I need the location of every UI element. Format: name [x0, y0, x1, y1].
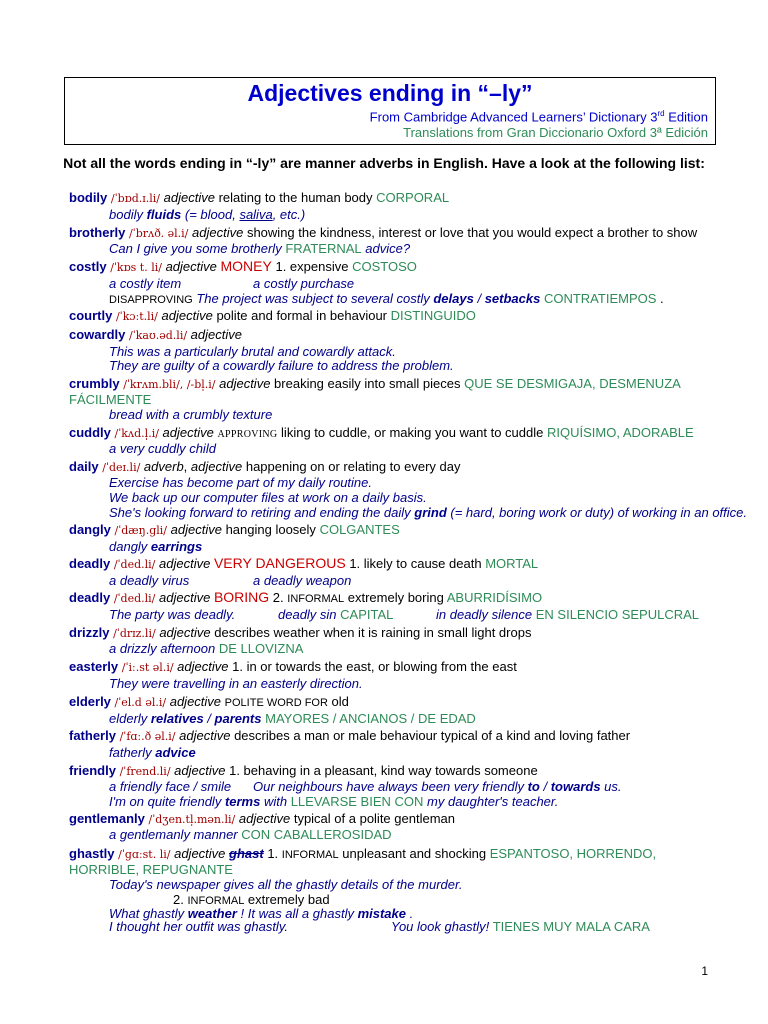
entry-brotherly — [69, 225, 697, 241]
headword: elderly — [69, 694, 111, 709]
example-text: a costly item — [109, 276, 182, 291]
example-line — [109, 919, 288, 934]
example-text: Can I give you some brotherly — [109, 241, 286, 256]
pronunciation: /ˈkrʌm.bli/, /-bl̩.i/ — [123, 378, 216, 391]
translation-continued — [69, 392, 151, 407]
example-text: deadly sin — [278, 607, 337, 622]
translation: TIENES MUY MALA CARA — [492, 919, 650, 934]
entry-costly — [69, 259, 417, 275]
entry-deadly-dangerous — [69, 556, 538, 572]
pronunciation: /ˈkʌd.l̩.i/ — [114, 427, 159, 440]
example-line — [109, 877, 462, 892]
example-line — [436, 607, 699, 622]
header-box — [64, 77, 716, 145]
example-text: They were travelling in an easterly direction. — [109, 676, 363, 691]
definition: describes weather when it is raining in small light drops — [214, 625, 532, 640]
headword: costly — [69, 259, 107, 274]
example-line — [109, 241, 410, 256]
entry-crumbly — [69, 376, 681, 392]
part-of-speech: adjective — [179, 728, 231, 743]
example-text: , etc.) — [272, 207, 306, 222]
example-keyword: to — [527, 779, 540, 794]
usage-label: APPROVING — [217, 429, 278, 440]
example-link: saliva — [239, 207, 273, 222]
part-of-speech: adjective — [159, 556, 211, 571]
definition: breaking easily into small pieces — [274, 376, 461, 391]
example-text: a friendly face / smile — [109, 779, 232, 794]
page-number: 1 — [701, 964, 708, 978]
pronunciation: /ˈded.li/ — [113, 592, 156, 605]
entry-bodily — [69, 190, 449, 206]
definition: describes a man or male behaviour typical of a kind and loving father — [234, 728, 631, 743]
guideword: MONEY — [220, 258, 272, 274]
sense-number: 2. — [272, 590, 284, 605]
example-text: This was a particularly brutal and cowardly attack. — [109, 344, 396, 359]
pronunciation: /ˈkɔːt.li/ — [115, 310, 158, 323]
translation: FÁCILMENTE — [69, 392, 152, 407]
translation: MORTAL — [485, 556, 539, 571]
source-text: From Cambridge Advanced Learners’ Dictionary 3 — [369, 109, 658, 125]
definition: 1. expensive — [275, 259, 349, 274]
example-line — [109, 711, 476, 726]
example-text: Today's newspaper gives all the ghastly details of the murder. — [109, 877, 463, 892]
usage-label: INFORMAL — [281, 849, 339, 861]
part-of-speech: adjective — [159, 590, 211, 605]
pronunciation: /ˈel.d əl.i/ — [114, 696, 167, 709]
example-text: advice? — [361, 241, 411, 256]
part-of-speech: adjective — [177, 659, 229, 674]
example-text: You look ghastly! — [391, 919, 490, 934]
example-text: a deadly weapon — [253, 573, 352, 588]
headword: cowardly — [69, 327, 126, 342]
pronunciation: /ˈiː.st əl.i/ — [121, 661, 174, 674]
pronunciation: /ˈgɑːst. li/ — [118, 848, 171, 861]
definition: 1. likely to cause death — [349, 556, 482, 571]
example-text: . — [406, 906, 414, 921]
usage-label: DISAPPROVING — [109, 294, 193, 306]
example-line — [109, 573, 189, 588]
translation: LLEVARSE BIEN CON — [290, 794, 424, 809]
headword: fatherly — [69, 728, 116, 743]
pronunciation: /ˈfɑː.ð əl.i/ — [119, 730, 176, 743]
headword: easterly — [69, 659, 119, 674]
example-text: dangly — [109, 539, 151, 554]
headword: deadly — [69, 590, 111, 605]
definition: liking to cuddle, or making you want to cuddle — [281, 425, 544, 440]
definition: extremely boring — [347, 590, 444, 605]
usage-label: INFORMAL — [287, 593, 345, 605]
pronunciation: /ˈbrʌð. əl.i/ — [128, 227, 189, 240]
headword: brotherly — [69, 225, 126, 240]
example-line — [253, 276, 354, 291]
example-text: (= blood, — [181, 207, 240, 222]
example-text: a drizzly afternoon — [109, 641, 216, 656]
example-keyword: towards — [550, 779, 601, 794]
example-line — [109, 490, 427, 505]
part-of-speech: adjective — [162, 425, 214, 440]
example-line — [109, 539, 202, 554]
example-text: They are guilty of a cowardly failure to address the problem. — [109, 358, 454, 373]
example-text: us. — [600, 779, 622, 794]
example-text: elderly — [109, 711, 151, 726]
translation: FRATERNAL — [285, 241, 362, 256]
example-keyword: grind — [414, 505, 447, 520]
translation: CON CABALLEROSIDAD — [241, 827, 392, 842]
part-of-speech: adjective — [238, 811, 291, 826]
headword: friendly — [69, 763, 116, 778]
definition: polite and formal in behaviour — [216, 308, 388, 323]
headword: bodily — [69, 190, 108, 205]
headword: crumbly — [69, 376, 120, 391]
part-of-speech: adjective — [192, 225, 244, 240]
translation-source-line: Translations from Gran Diccionario Oxford 3ª Edición — [403, 125, 708, 140]
entry-friendly — [69, 763, 538, 779]
punctuation: . — [656, 291, 664, 306]
entry-daily — [69, 459, 461, 475]
example-text: We back up our computer files at work on a daily basis. — [109, 490, 427, 505]
example-text: The party was deadly. — [109, 607, 236, 622]
example-line — [109, 441, 216, 456]
example-text: fatherly — [109, 745, 156, 760]
entry-cuddly — [69, 425, 694, 442]
translation: ESPANTOSO, HORRENDO, — [489, 846, 657, 861]
example-keyword: setbacks — [484, 291, 541, 306]
headword: courtly — [69, 308, 113, 323]
translation: CONTRATIEMPOS — [543, 291, 657, 306]
headword: drizzly — [69, 625, 110, 640]
pronunciation: /ˈdrɪz.li/ — [113, 627, 156, 640]
source-superscript: rd — [657, 109, 665, 118]
example-text: I'm on quite friendly — [109, 794, 225, 809]
example-keyword: mistake — [357, 906, 406, 921]
headword: ghastly — [69, 846, 115, 861]
translation: CAPITAL — [340, 607, 394, 622]
part-of-speech: adjective — [170, 522, 222, 537]
headword: daily — [69, 459, 99, 474]
example-text: ! It was all a ghastly — [236, 906, 358, 921]
sense-number: 1. — [267, 846, 279, 861]
example-keyword: terms — [224, 794, 261, 809]
part-of-speech: adjective — [190, 459, 243, 474]
translation: CORPORAL — [376, 190, 450, 205]
example-line — [109, 358, 454, 373]
example-text: Exercise has become part of my daily routine. — [109, 475, 373, 490]
translation: COLGANTES — [319, 522, 400, 537]
pronunciation: /ˈded.li/ — [113, 558, 156, 571]
source-line — [370, 109, 708, 124]
example-line — [109, 505, 747, 520]
entry-elderly — [69, 694, 349, 711]
definition: typical of a polite gentleman — [293, 811, 455, 826]
entry-ghastly — [69, 846, 656, 863]
pronunciation: /ˈbɒd.ɪ.li/ — [110, 192, 161, 205]
entry-dangly — [69, 522, 400, 538]
example-text: The project was subject to several costly — [192, 291, 434, 306]
example-line — [278, 607, 393, 622]
definition: 1. behaving in a pleasant, kind way towards someone — [229, 763, 538, 778]
example-line — [253, 779, 622, 794]
translation: DISTINGUIDO — [390, 308, 476, 323]
translation: RIQUÍSIMO, ADORABLE — [547, 425, 694, 440]
example-line — [109, 344, 396, 359]
example-line — [109, 207, 305, 222]
example-keyword: delays — [433, 291, 474, 306]
example-text: I thought her outfit was ghastly. — [109, 919, 288, 934]
part-of-speech: adjective — [165, 259, 217, 274]
translation: EN SILENCIO SEPULCRAL — [535, 607, 700, 622]
pronunciation: /ˈkaʊ.əd.li/ — [128, 329, 188, 342]
part-of-speech: adjective — [159, 625, 211, 640]
part-of-speech: adjective — [169, 694, 222, 709]
translation-continued — [69, 862, 233, 877]
sense-number: 2. — [173, 892, 184, 907]
usage-label: INFORMAL — [187, 895, 245, 907]
definition: happening on or relating to every day — [245, 459, 461, 474]
definition: extremely bad — [244, 892, 330, 907]
entry-cowardly — [69, 327, 242, 343]
part-of-speech: adjective — [174, 763, 226, 778]
example-line — [109, 794, 558, 809]
example-line — [109, 779, 231, 794]
example-keyword: relatives — [150, 711, 204, 726]
usage-label: POLITE WORD FOR — [224, 697, 328, 709]
headword: dangly — [69, 522, 111, 537]
guideword: VERY DANGEROUS — [213, 555, 346, 571]
example-keyword: weather — [187, 906, 237, 921]
example-line — [109, 276, 181, 291]
separator: , — [183, 459, 191, 474]
example-text: my daughter's teacher. — [423, 794, 559, 809]
pronunciation: /ˈfrend.li/ — [119, 765, 171, 778]
definition: relating to the human body — [218, 190, 373, 205]
example-line — [109, 475, 372, 490]
example-text: with — [260, 794, 291, 809]
example-text: / — [203, 711, 215, 726]
part-of-speech: adjective — [161, 308, 213, 323]
example-line — [109, 291, 664, 308]
example-line — [109, 827, 392, 842]
entry-drizzly — [69, 625, 531, 641]
pronunciation: /ˈkɒs t. li/ — [110, 261, 162, 274]
example-line — [253, 573, 351, 588]
definition: showing the kindness, interest or love that you would expect a brother to show — [246, 225, 698, 240]
example-keyword: parents — [214, 711, 262, 726]
example-text: bodily — [109, 207, 147, 222]
translation: QUE SE DESMIGAJA, DESMENUZA — [464, 376, 681, 391]
example-text: / — [473, 291, 485, 306]
example-text: She's looking forward to retiring and ending the daily — [109, 505, 415, 520]
example-line — [109, 607, 235, 622]
entry-fatherly — [69, 728, 630, 744]
headword: gentlemanly — [69, 811, 145, 826]
part-of-speech: adjective — [174, 846, 226, 861]
headword: cuddly — [69, 425, 111, 440]
struck-word: ghast — [229, 846, 264, 861]
example-text: in deadly silence — [436, 607, 533, 622]
pronunciation: /ˈdeɪ.li/ — [102, 461, 141, 474]
entry-gentlemanly — [69, 811, 455, 827]
guideword: BORING — [213, 589, 270, 605]
translation: COSTOSO — [352, 259, 417, 274]
page-title: Adjectives ending in “–ly” — [247, 80, 533, 106]
definition: old — [327, 694, 349, 709]
example-text: a very cuddly child — [109, 441, 216, 456]
translation: ABURRIDÍSIMO — [446, 590, 543, 605]
definition: 1. in or towards the east, or blowing from the east — [232, 659, 517, 674]
part-of-speech: adjective — [219, 376, 271, 391]
source-edition: Edition — [664, 109, 708, 125]
part-of-speech: adjective — [190, 327, 242, 342]
example-keyword: fluids — [146, 207, 182, 222]
example-text: What ghastly — [109, 906, 188, 921]
example-text: a gentlemanly manner — [109, 827, 238, 842]
example-keyword: advice — [155, 745, 196, 760]
example-text: / — [539, 779, 551, 794]
example-text: a costly purchase — [253, 276, 355, 291]
example-line — [109, 745, 196, 760]
part-of-speech: adjective — [163, 190, 215, 205]
entry-easterly — [69, 659, 517, 675]
translation: MAYORES / ANCIANOS / DE EDAD — [265, 711, 476, 726]
part-of-speech: adverb — [143, 459, 184, 474]
example-text: bread with a crumbly texture — [109, 407, 273, 422]
definition: hanging loosely — [225, 522, 316, 537]
translation: DE LLOVIZNA — [218, 641, 304, 656]
headword: deadly — [69, 556, 111, 571]
entry-courtly — [69, 308, 476, 324]
example-text: (= hard, boring work or duty) of working in an office. — [446, 505, 748, 520]
example-text: Our neighbours have always been very friendly — [253, 779, 528, 794]
entry-deadly-boring — [69, 590, 542, 607]
example-line — [109, 641, 303, 656]
example-text: a deadly virus — [109, 573, 190, 588]
example-line — [109, 407, 272, 422]
pronunciation: /ˈdæŋ.gli/ — [114, 524, 168, 537]
definition: unpleasant and shocking — [338, 846, 487, 861]
example-line — [109, 676, 363, 691]
example-line — [391, 919, 650, 934]
example-keyword: earrings — [150, 539, 203, 554]
intro-text: Not all the words ending in “-ly” are manner adverbs in English. Have a look at the following list: — [63, 155, 705, 171]
pronunciation: /ˈdʒen.tl̩.mən.li/ — [148, 813, 236, 826]
translation: HORRIBLE, REPUGNANTE — [69, 862, 233, 877]
